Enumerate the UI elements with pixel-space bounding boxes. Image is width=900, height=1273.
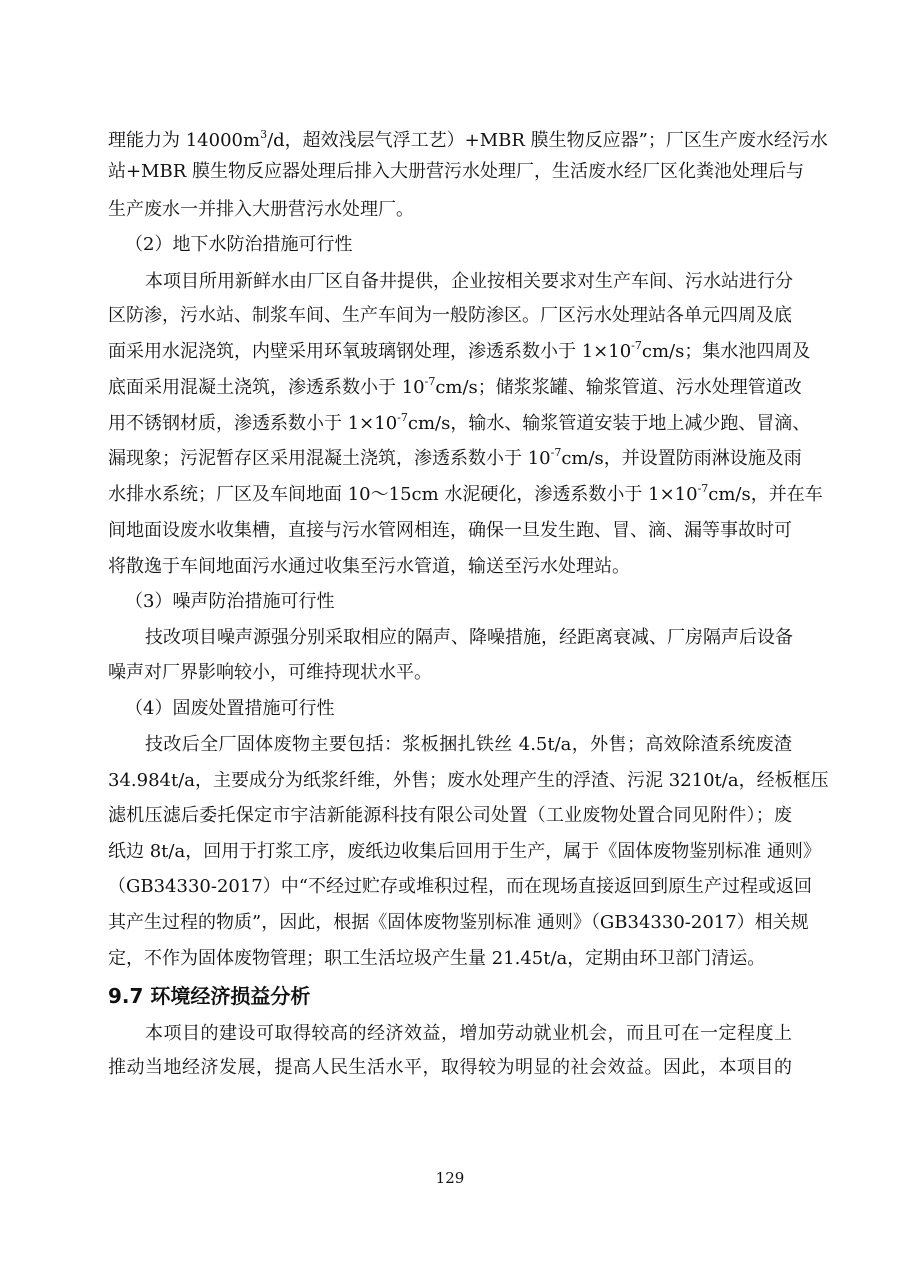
subsection-heading: （2）地下水防治措施可行性: [125, 234, 353, 255]
text-line: 滤机压滤后委托保定市宇洁新能源科技有限公司处置（工业废物处置合同见附件）；废: [108, 805, 792, 826]
text-line: 34.984t/a，主要成分为纸浆纤维，外售；废水处理产生的浮渣、污泥 3210t/a，经板框压: [108, 770, 829, 791]
page-number: 129: [435, 1169, 465, 1187]
text-line: 定，不作为固体废物管理；职工生活垃圾产生量 21.45t/a，定期由环卫部门清运。: [108, 948, 766, 969]
text-line: 技改后全厂固体废物主要包括：浆板捆扎铁丝 4.5t/a，外售；高效除渣系统废渣: [145, 734, 792, 755]
text-line: 其产生过程的物质”，因此，根据《固体废物鉴别标准 通则》（GB34330-2017）相关规: [108, 912, 809, 933]
text-line: 噪声对厂界影响较小，可维持现状水平。: [108, 662, 432, 683]
text-line: 理能力为 $14000m^3/d$，超效浅层气浮工艺）+MBR 膜生物反应器”；厂区生产废水经污水: [108, 128, 828, 151]
text-line: 本项目所用新鲜水由厂区自备井提供，企业按相关要求对生产车间、污水站进行分: [145, 271, 793, 292]
text-line: 技改项目噪声源强分别采取相应的隔声、降噪措施，经距离衰减、厂房隔声后设备: [145, 627, 793, 648]
text-line: 生产废水一并排入大册营污水处理厂。: [108, 199, 414, 220]
text-line: 间地面设废水收集槽，直接与污水管网相连，确保一旦发生跑、冒、滴、漏等事故时可: [108, 520, 792, 541]
text-line: 将散逸于车间地面污水通过收集至污水管道，输送至污水处理站。: [108, 556, 630, 577]
subsection-heading: （3）噪声防治措施可行性: [125, 591, 335, 612]
text-line: 区防渗，污水站、制浆车间、生产车间为一般防渗区。厂区污水处理站各单元四周及底: [108, 305, 792, 326]
text-line: 用不锈钢材质，渗透系数小于 $1\times 10^{-7}cm/s$，输水、输浆管道安装于地上减少跑、冒滴、: [108, 411, 811, 434]
section-heading: 9.7 环境经济损益分析: [108, 984, 311, 1008]
text-line: （GB34330-2017）中“不经过贮存或堆积过程，而在现场直接返回到原生产过程或返回: [108, 876, 812, 897]
text-line: 站+MBR 膜生物反应器处理后排入大册营污水处理厂，生活废水经厂区化粪池处理后与: [108, 161, 805, 182]
text-line: 面采用水泥浇筑，内壁采用环氧玻璃钢处理，渗透系数小于 $1\times 10^{-7}cm/s$；集水池四周及: [108, 339, 811, 362]
text-line: 漏现象；污泥暂存区采用混凝土浇筑，渗透系数小于 $10^{-7}cm/s$，并设置防雨淋设施及雨: [108, 446, 802, 469]
text-line: 纸边 8t/a，回用于打浆工序，废纸边收集后回用于生产，属于《固体废物鉴别标准 通则》: [108, 841, 821, 862]
text-line: 底面采用混凝土浇筑，渗透系数小于 $10^{-7}cm/s$；储浆浆罐、输浆管道、污水处理管道改: [108, 375, 802, 398]
text-line: 水排水系统；厂区及车间地面 10～15cm 水泥硬化，渗透系数小于 $1\times 10^{-7}cm/s$，并在车: [108, 482, 823, 505]
text-line: 推动当地经济发展，提高人民生活水平，取得较为明显的社会效益。因此，本项目的: [108, 1057, 792, 1078]
text-line: 本项目的建设可取得较高的经济效益，增加劳动就业机会，而且可在一定程度上: [145, 1023, 792, 1044]
subsection-heading: （4）固废处置措施可行性: [125, 698, 335, 719]
